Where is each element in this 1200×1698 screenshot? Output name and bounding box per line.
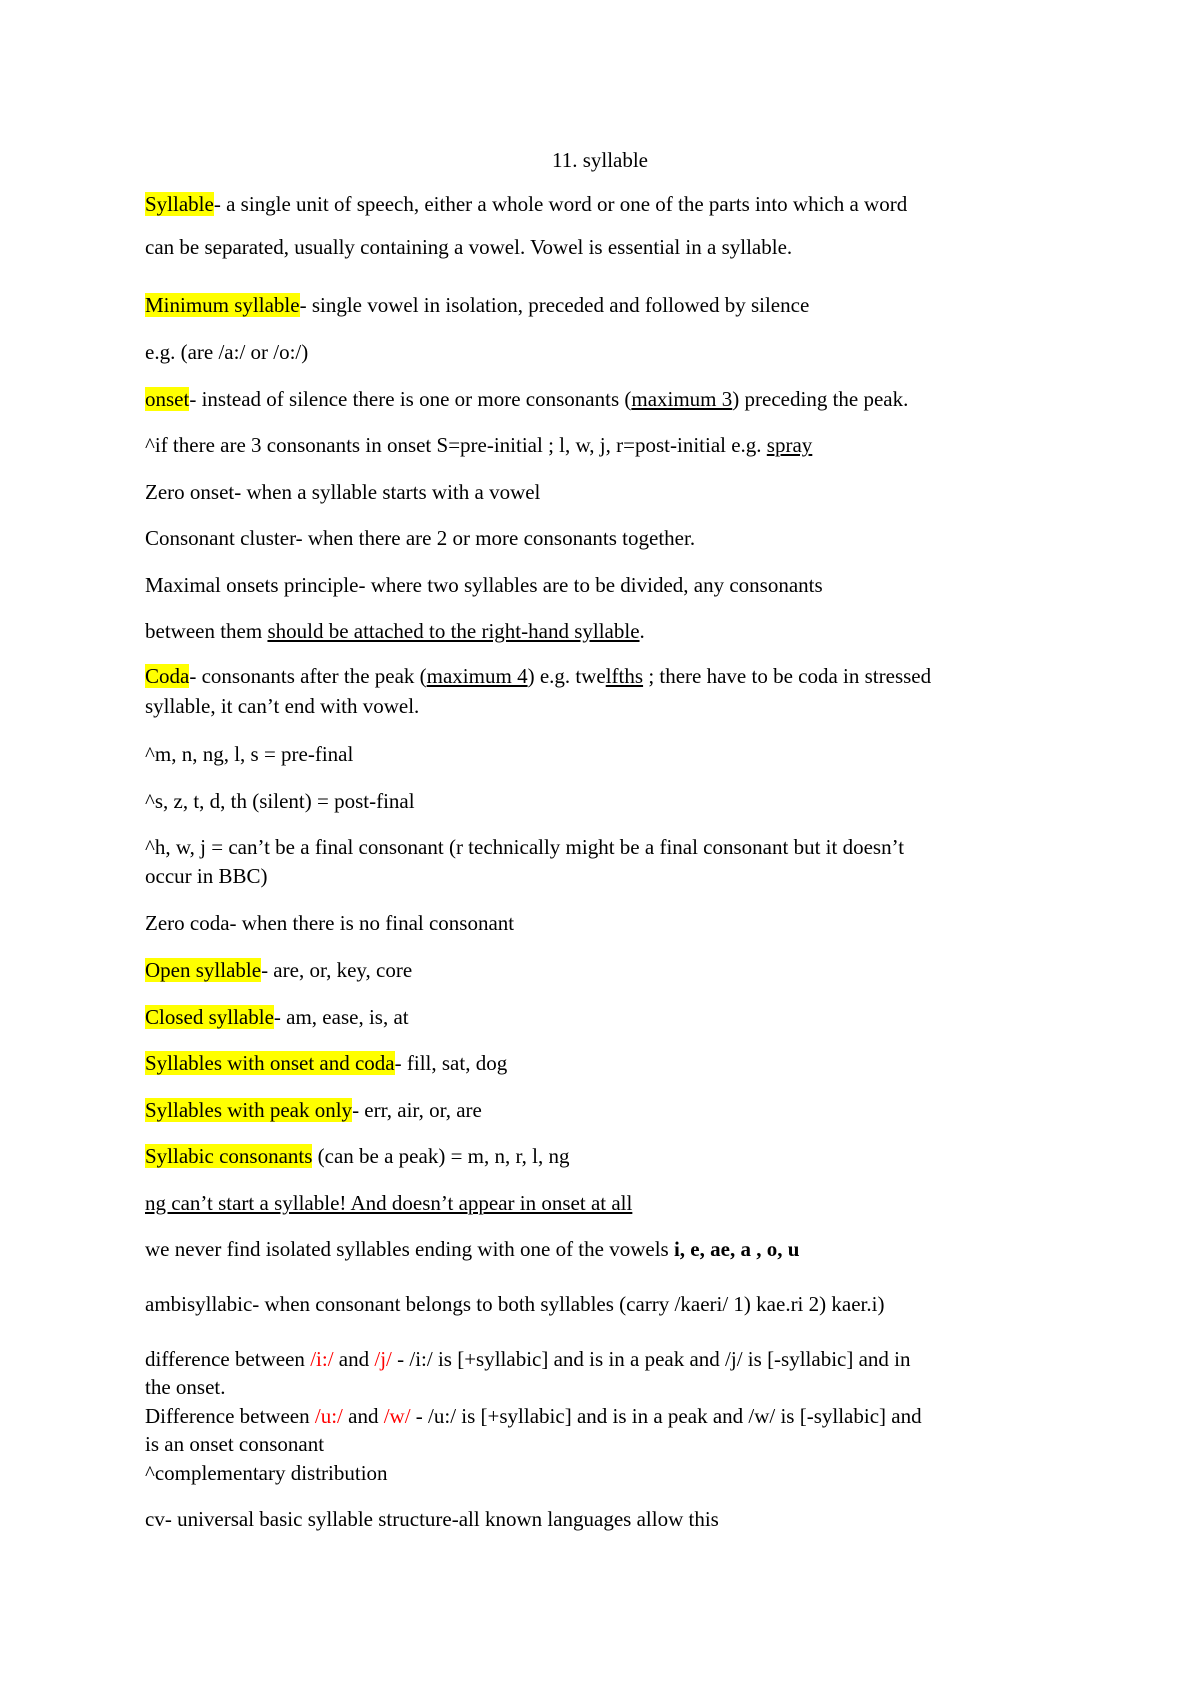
def-text: - are, or, key, core [261,958,413,982]
def-text: between them [145,619,268,643]
phoneme-red: /j/ [374,1347,392,1371]
def-peak-only [145,1096,1065,1124]
def-text: - fill, sat, dog [394,1051,508,1075]
underlined-text: ng can’t start a syllable! And doesn’t appear in onset at all [145,1191,633,1215]
def-open-syllable [145,956,1065,984]
def-text: (can be a peak) = m, n, r, l, ng [312,1144,570,1168]
term-onset-and-coda: Syllables with onset and coda [145,1051,395,1075]
def-text: - single vowel in isolation, preceded and followed by silence [299,293,810,317]
def-syllable-cont: can be separated, usually containing a vowel. Vowel is essential in a syllable. [145,235,793,259]
def-coda [145,662,1065,690]
final-consonant-note: ^h, w, j = can’t be a final consonant (r technically might be a final consonant but it doesn’t [145,835,905,859]
def-text: - instead of silence there is one or more consonants ( [189,387,632,411]
def-syllabic-consonants [145,1142,1065,1170]
def-onset [145,385,1065,413]
def-syllable [145,190,1065,218]
difference-u-w [145,1402,1065,1430]
def-maximal-onsets-cont [145,617,1065,645]
bold-vowels: i, e, ae, a , o, u [673,1237,800,1261]
def-ambisyllabic: ambisyllabic- when consonant belongs to both syllables (carry /kaeri/ 1) kae.ri 2) kaer.i) [145,1292,885,1316]
term-syllable: Syllable [145,192,214,216]
term-closed-syllable: Closed syllable [145,1005,274,1029]
def-maximal-onsets: Maximal onsets principle- where two syllables are to be divided, any consonants [145,573,823,597]
cv-structure-note: cv- universal basic syllable structure-all known languages allow this [145,1507,719,1531]
example-line: e.g. (are /a:/ or /o:/) [145,340,309,364]
def-minimum-syllable [145,291,1065,319]
def-text: ; there have to be coda in stressed [643,664,932,688]
def-text: . [639,619,645,643]
final-consonant-note-cont: occur in BBC) [145,864,268,888]
note-text: ^if there are 3 consonants in onset S=pre-initial ; l, w, j, r=post-initial e.g. [145,433,767,457]
phoneme-red: /w/ [383,1404,411,1428]
def-text: ) preceding the peak. [732,387,909,411]
underlined-text: lfths [605,664,644,688]
def-zero-onset: Zero onset- when a syllable starts with a vowel [145,480,541,504]
difference-i-j-cont: the onset. [145,1375,226,1399]
def-text: ) e.g. twe [527,664,606,688]
def-coda-cont: syllable, it can’t end with vowel. [145,694,420,718]
def-text: and [342,1404,384,1428]
phoneme-red: /u:/ [314,1404,343,1428]
term-syllabic-consonants: Syllabic consonants [145,1144,313,1168]
term-coda: Coda [145,664,190,688]
def-consonant-cluster: Consonant cluster- when there are 2 or more consonants together. [145,526,696,550]
underlined-text: should be attached to the right-hand syllable [267,619,640,643]
note-text: we never find isolated syllables ending with one of the vowels [145,1237,674,1261]
def-closed-syllable [145,1003,1065,1031]
onset-note [145,431,1065,459]
ng-note [145,1189,1065,1217]
def-text: difference between [145,1347,311,1371]
difference-u-w-cont: is an onset consonant [145,1432,325,1456]
def-text: and [333,1347,375,1371]
page-title: 11. syllable [551,148,649,172]
def-zero-coda: Zero coda- when there is no final consonant [145,911,515,935]
term-peak-only: Syllables with peak only [145,1098,353,1122]
vowel-ending-note [145,1235,1065,1263]
def-text: - a single unit of speech, either a whole word or one of the parts into which a word [213,192,908,216]
def-text: - /u:/ is [+syllabic] and is in a peak and /w/ is [-syllabic] and [410,1404,922,1428]
def-text: - err, air, or, are [352,1098,482,1122]
term-open-syllable: Open syllable [145,958,262,982]
difference-i-j [145,1345,1065,1373]
term-minimum-syllable: Minimum syllable [145,293,300,317]
phoneme-red: /i:/ [310,1347,334,1371]
pre-final-note: ^m, n, ng, l, s = pre-final [145,742,354,766]
underlined-text: maximum 3 [631,387,733,411]
def-text: Difference between [145,1404,315,1428]
complementary-distribution: ^complementary distribution [145,1461,388,1485]
post-final-note: ^s, z, t, d, th (silent) = post-final [145,789,415,813]
def-onset-and-coda [145,1049,1065,1077]
def-text: - am, ease, is, at [273,1005,409,1029]
underlined-text: maximum 4 [426,664,528,688]
def-text: - /i:/ is [+syllabic] and is in a peak and /j/ is [-syllabic] and in [391,1347,911,1371]
def-text: - consonants after the peak ( [189,664,427,688]
term-onset: onset [145,387,190,411]
underlined-text: spray [766,433,813,457]
